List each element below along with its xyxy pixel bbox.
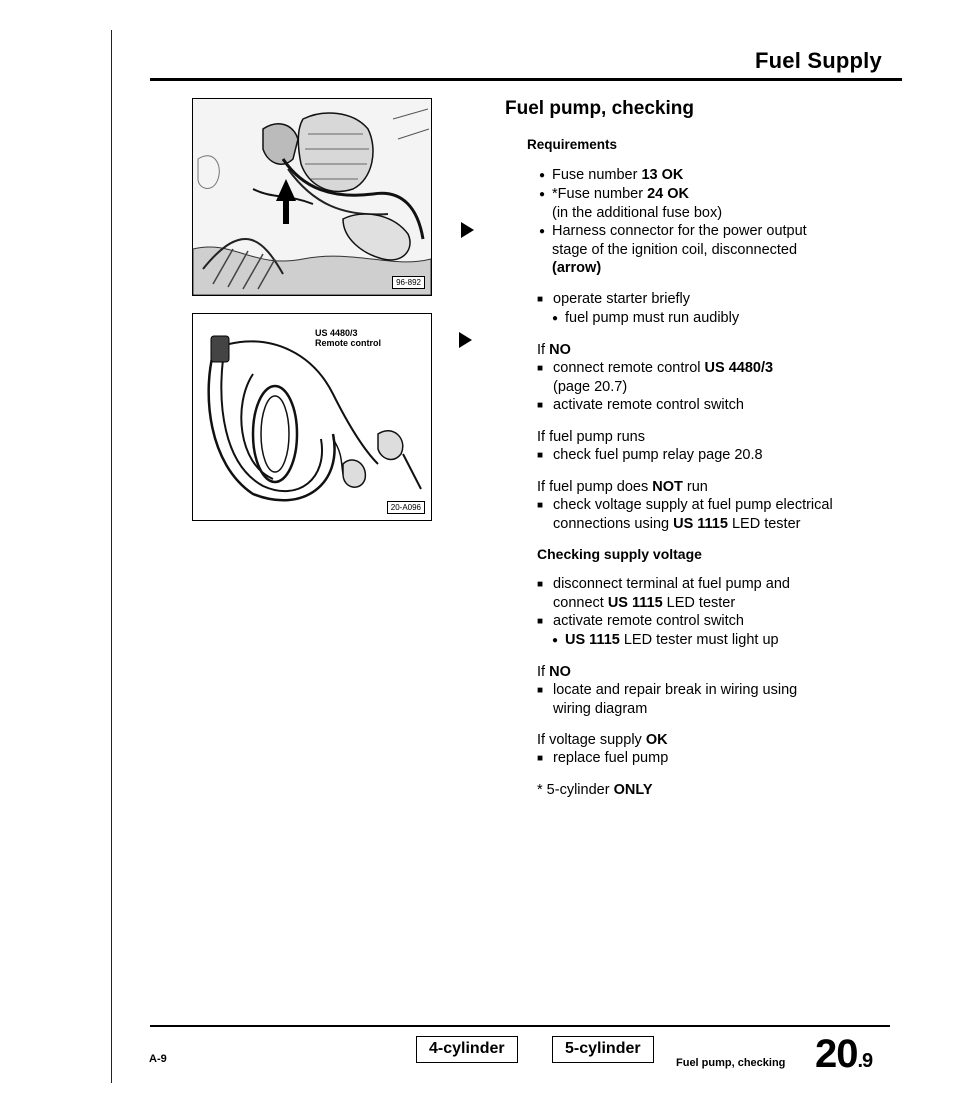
engine-connector-illustration	[193, 99, 431, 295]
check-item: ● US 1115 LED tester must light up	[505, 631, 905, 650]
subsection-heading: Checking supply voltage	[537, 546, 702, 562]
step-item-cont: connect US 1115 LED tester	[553, 595, 736, 611]
margin-rule	[111, 30, 112, 1083]
page-code: A-9	[149, 1053, 167, 1065]
requirements-heading: Requirements	[527, 137, 618, 152]
step-item: ■ disconnect terminal at fuel pump and	[505, 575, 905, 594]
requirement-item: ● Harness connector for the power output	[505, 222, 905, 241]
procedure-text	[505, 100, 905, 799]
tab-4-cylinder[interactable]: 4-cylinder	[416, 1036, 518, 1063]
remote-control-photo	[192, 313, 432, 521]
step-item: ■ operate starter briefly	[505, 290, 905, 309]
footer-section-name: Fuel pump, checking	[676, 1057, 786, 1069]
condition-line: If NO	[537, 664, 571, 680]
step-item-cont: (page 20.7)	[553, 379, 628, 395]
step-item: ■ connect remote control US 4480/3	[505, 359, 905, 378]
page-title: Fuel pump, checking	[505, 98, 694, 119]
caption-tool-number: US 4480/3	[315, 328, 358, 338]
step-item: ■ locate and repair break in wiring using	[505, 681, 905, 700]
requirement-note: (in the additional fuse box)	[552, 205, 723, 221]
step-item-cont: connections using US 1115 LED tester	[553, 516, 801, 532]
step-item: ■ activate remote control switch	[505, 612, 905, 631]
requirement-item-cont: stage of the ignition coil, disconnected	[552, 242, 798, 258]
condition-line: If fuel pump runs	[537, 429, 645, 445]
tab-5-cylinder[interactable]: 5-cylinder	[552, 1036, 654, 1063]
condition-line: If NO	[537, 342, 571, 358]
figure-code: 96-892	[392, 276, 425, 289]
engine-connector-photo	[192, 98, 432, 296]
header-rule	[150, 78, 902, 81]
requirement-item: ● Fuse number 13 OK	[505, 166, 905, 185]
step-item: ■ replace fuel pump	[505, 749, 905, 768]
step-item: ■ check voltage supply at fuel pump electrical	[505, 496, 905, 515]
step-item: ■ check fuel pump relay page 20.8	[505, 446, 905, 465]
footnote: * 5-cylinder ONLY	[537, 782, 653, 798]
requirement-item-cont: (arrow)	[552, 260, 602, 276]
step-item-cont: wiring diagram	[553, 701, 648, 717]
chapter-number: 20.9	[815, 1032, 873, 1076]
figure-caption	[315, 328, 381, 348]
caption-tool-name: Remote control	[315, 338, 382, 348]
condition-line: If voltage supply OK	[537, 732, 668, 748]
remote-control-illustration	[193, 314, 431, 520]
section-title: Fuel Supply	[755, 48, 882, 73]
footer-rule	[150, 1025, 890, 1027]
figure-code: 20-A096	[387, 501, 425, 514]
pointer-arrow-icon	[461, 222, 474, 238]
requirement-item: ● *Fuse number 24 OK	[505, 185, 905, 204]
check-item: ● fuel pump must run audibly	[505, 309, 905, 328]
switch-handle-icon	[211, 336, 229, 362]
pointer-arrow-icon	[459, 332, 472, 348]
step-item: ■ activate remote control switch	[505, 396, 905, 415]
condition-line: If fuel pump does NOT run	[537, 479, 708, 495]
